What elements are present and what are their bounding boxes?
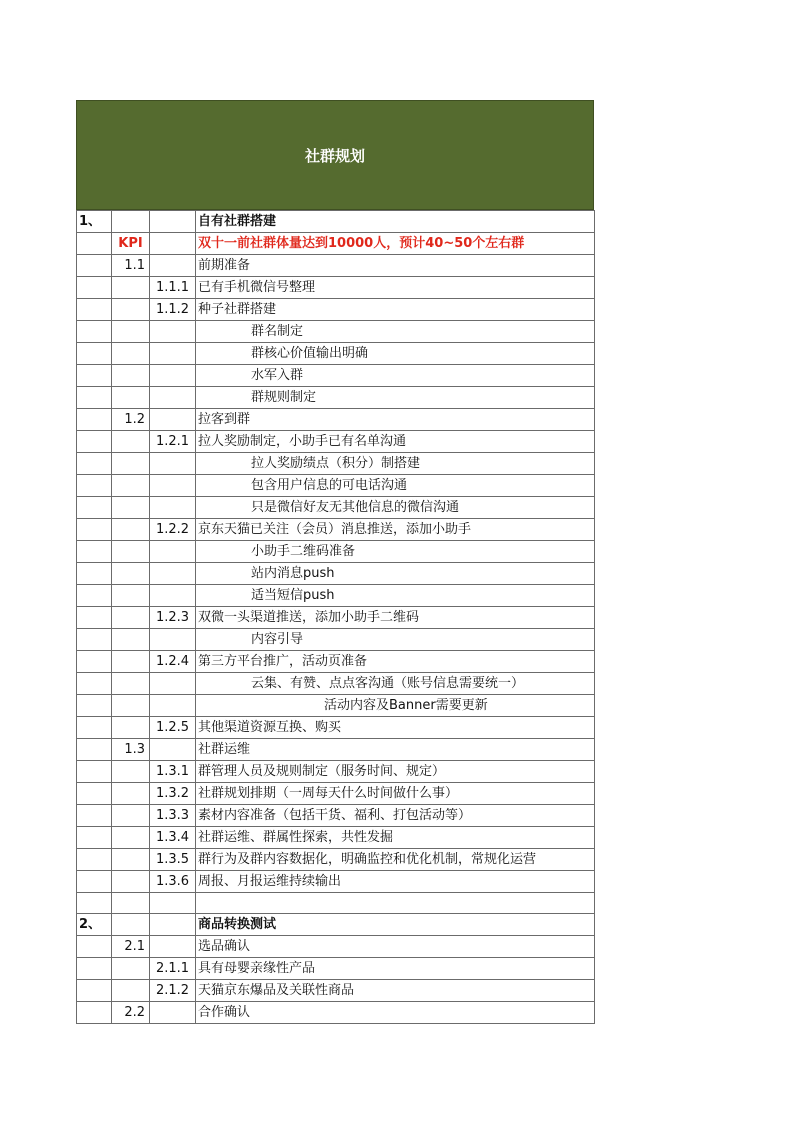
cell-c3[interactable]: 1.3.4 — [150, 827, 196, 849]
cell-c4[interactable]: 商品转换测试 — [196, 914, 595, 936]
cell-c1[interactable] — [77, 871, 112, 893]
table-row — [77, 299, 595, 321]
cell-c2[interactable] — [112, 827, 150, 849]
cell-c2[interactable] — [112, 563, 150, 585]
cell-c2[interactable] — [112, 343, 150, 365]
cell-c4[interactable]: 双十一前社群体量达到10000人，预计40~50个左右群 — [196, 233, 595, 255]
cell-c4[interactable]: 拉客到群 — [196, 409, 595, 431]
cell-c3[interactable]: 1.2.5 — [150, 717, 196, 739]
cell-c3[interactable]: 1.1.1 — [150, 277, 196, 299]
cell-c4[interactable]: 包含用户信息的可电话沟通 — [196, 475, 595, 497]
cell-c2[interactable] — [112, 761, 150, 783]
cell-c3[interactable] — [150, 563, 196, 585]
cell-c4[interactable]: 种子社群搭建 — [196, 299, 595, 321]
cell-c4[interactable]: 选品确认 — [196, 936, 595, 958]
cell-c2[interactable] — [112, 519, 150, 541]
cell-c2[interactable] — [112, 211, 150, 233]
table-row — [77, 453, 595, 475]
table-row — [77, 673, 595, 695]
cell-c3[interactable] — [150, 585, 196, 607]
cell-c1[interactable] — [77, 893, 112, 914]
table-row — [77, 585, 595, 607]
cell-c3[interactable] — [150, 211, 196, 233]
cell-c1[interactable] — [77, 321, 112, 343]
cell-c1[interactable]: 1、 — [77, 211, 112, 233]
cell-c4[interactable]: 群管理人员及规则制定（服务时间、规定） — [196, 761, 595, 783]
cell-c2[interactable] — [112, 607, 150, 629]
cell-c2[interactable] — [112, 980, 150, 1002]
cell-c3[interactable]: 1.3.1 — [150, 761, 196, 783]
cell-c3[interactable]: 2.1.2 — [150, 980, 196, 1002]
cell-c2[interactable] — [112, 871, 150, 893]
spreadsheet-plan — [76, 100, 594, 1024]
cell-c4[interactable]: 自有社群搭建 — [196, 211, 595, 233]
table-row — [77, 761, 595, 783]
cell-c2[interactable] — [112, 277, 150, 299]
table-row — [77, 211, 595, 233]
cell-c1[interactable] — [77, 849, 112, 871]
cell-c1[interactable] — [77, 475, 112, 497]
cell-c4[interactable]: 云集、有赞、点点客沟通（账号信息需要统一） — [196, 673, 595, 695]
cell-c1[interactable] — [77, 761, 112, 783]
cell-c2[interactable] — [112, 497, 150, 519]
table-row — [77, 936, 595, 958]
cell-c4[interactable]: 具有母婴亲缘性产品 — [196, 958, 595, 980]
cell-c3[interactable] — [150, 629, 196, 651]
cell-c1[interactable] — [77, 497, 112, 519]
cell-c4[interactable]: 适当短信push — [196, 585, 595, 607]
table-row — [77, 563, 595, 585]
cell-c3[interactable]: 2.1.1 — [150, 958, 196, 980]
table-row — [77, 343, 595, 365]
cell-c2[interactable] — [112, 629, 150, 651]
table-row — [77, 651, 595, 673]
table-row — [77, 497, 595, 519]
cell-c1[interactable] — [77, 299, 112, 321]
cell-c1[interactable] — [77, 409, 112, 431]
cell-c3[interactable]: 1.3.3 — [150, 805, 196, 827]
table-row — [77, 805, 595, 827]
cell-c4[interactable]: 社群运维、群属性探索，共性发掘 — [196, 827, 595, 849]
cell-c4[interactable]: 群行为及群内容数据化，明确监控和优化机制，常规化运营 — [196, 849, 595, 871]
cell-c1[interactable] — [77, 387, 112, 409]
cell-c2[interactable] — [112, 893, 150, 914]
table-row — [77, 629, 595, 651]
cell-c3[interactable] — [150, 255, 196, 277]
cell-c2[interactable]: 1.1 — [112, 255, 150, 277]
table-row — [77, 233, 595, 255]
cell-c1[interactable] — [77, 277, 112, 299]
cell-c2[interactable]: 1.2 — [112, 409, 150, 431]
cell-c4[interactable]: 群规则制定 — [196, 387, 595, 409]
cell-c4[interactable] — [196, 893, 595, 914]
cell-c2[interactable]: 2.1 — [112, 936, 150, 958]
cell-c4[interactable]: 站内消息push — [196, 563, 595, 585]
cell-c1[interactable] — [77, 827, 112, 849]
cell-c2[interactable] — [112, 958, 150, 980]
cell-c4[interactable]: 小助手二维码准备 — [196, 541, 595, 563]
cell-c1[interactable] — [77, 563, 112, 585]
cell-c4[interactable]: 已有手机微信号整理 — [196, 277, 595, 299]
table-row — [77, 739, 595, 761]
cell-c4[interactable]: 京东天猫已关注（会员）消息推送，添加小助手 — [196, 519, 595, 541]
cell-c4[interactable]: 拉人奖励制定，小助手已有名单沟通 — [196, 431, 595, 453]
table-row — [77, 849, 595, 871]
cell-c3[interactable]: 1.3.5 — [150, 849, 196, 871]
cell-c2[interactable] — [112, 585, 150, 607]
cell-c3[interactable] — [150, 475, 196, 497]
cell-c3[interactable]: 1.1.2 — [150, 299, 196, 321]
cell-c3[interactable]: 1.2.3 — [150, 607, 196, 629]
cell-c4[interactable]: 天猫京东爆品及关联性商品 — [196, 980, 595, 1002]
cell-c3[interactable]: 1.2.1 — [150, 431, 196, 453]
table-row — [77, 321, 595, 343]
cell-c3[interactable] — [150, 541, 196, 563]
cell-c1[interactable] — [77, 541, 112, 563]
cell-c4[interactable]: 只是微信好友无其他信息的微信沟通 — [196, 497, 595, 519]
cell-c4[interactable]: 合作确认 — [196, 1002, 595, 1024]
cell-c4[interactable]: 素材内容准备（包括干货、福利、打包活动等） — [196, 805, 595, 827]
cell-c1[interactable] — [77, 739, 112, 761]
cell-c4[interactable]: 拉人奖励绩点（积分）制搭建 — [196, 453, 595, 475]
cell-c2[interactable] — [112, 431, 150, 453]
cell-c2[interactable]: 1.3 — [112, 739, 150, 761]
table-row — [77, 387, 595, 409]
cell-c3[interactable]: 1.3.2 — [150, 783, 196, 805]
cell-c1[interactable] — [77, 343, 112, 365]
cell-c1[interactable] — [77, 651, 112, 673]
cell-c1[interactable] — [77, 980, 112, 1002]
cell-c4[interactable]: 群名制定 — [196, 321, 595, 343]
plan-table — [76, 210, 595, 1024]
cell-c1[interactable] — [77, 233, 112, 255]
sheet-title: 社群规划 — [76, 100, 594, 210]
cell-c3[interactable] — [150, 387, 196, 409]
cell-c1[interactable] — [77, 958, 112, 980]
cell-c3[interactable] — [150, 1002, 196, 1024]
cell-c2[interactable] — [112, 541, 150, 563]
cell-c3[interactable] — [150, 453, 196, 475]
cell-c4[interactable]: 群核心价值输出明确 — [196, 343, 595, 365]
cell-c4[interactable]: 周报、月报运维持续输出 — [196, 871, 595, 893]
cell-c3[interactable] — [150, 409, 196, 431]
cell-c3[interactable] — [150, 343, 196, 365]
cell-c2[interactable] — [112, 783, 150, 805]
cell-c2[interactable] — [112, 321, 150, 343]
table-row — [77, 827, 595, 849]
cell-c3[interactable] — [150, 233, 196, 255]
cell-c1[interactable] — [77, 519, 112, 541]
cell-c2[interactable]: 2.2 — [112, 1002, 150, 1024]
cell-c2[interactable] — [112, 914, 150, 936]
cell-c1[interactable] — [77, 1002, 112, 1024]
table-row — [77, 914, 595, 936]
table-row — [77, 431, 595, 453]
cell-c3[interactable] — [150, 936, 196, 958]
cell-c3[interactable]: 1.3.6 — [150, 871, 196, 893]
cell-c1[interactable] — [77, 936, 112, 958]
cell-c2[interactable]: KPI — [112, 233, 150, 255]
cell-c1[interactable] — [77, 365, 112, 387]
cell-c4[interactable]: 水军入群 — [196, 365, 595, 387]
cell-c2[interactable] — [112, 849, 150, 871]
cell-c1[interactable] — [77, 585, 112, 607]
cell-c2[interactable] — [112, 717, 150, 739]
table-row — [77, 277, 595, 299]
table-row — [77, 717, 595, 739]
cell-c2[interactable] — [112, 387, 150, 409]
cell-c2[interactable] — [112, 453, 150, 475]
cell-c1[interactable] — [77, 717, 112, 739]
cell-c1[interactable]: 2、 — [77, 914, 112, 936]
cell-c4[interactable]: 前期准备 — [196, 255, 595, 277]
cell-c4[interactable]: 其他渠道资源互换、购买 — [196, 717, 595, 739]
cell-c4[interactable]: 活动内容及Banner需要更新 — [196, 695, 595, 717]
cell-c3[interactable] — [150, 739, 196, 761]
cell-c3[interactable] — [150, 914, 196, 936]
table-row — [77, 783, 595, 805]
cell-c1[interactable] — [77, 431, 112, 453]
cell-c1[interactable] — [77, 695, 112, 717]
table-row — [77, 365, 595, 387]
table-row — [77, 519, 595, 541]
table-row — [77, 607, 595, 629]
cell-c3[interactable] — [150, 497, 196, 519]
cell-c1[interactable] — [77, 805, 112, 827]
cell-c2[interactable] — [112, 365, 150, 387]
cell-c4[interactable]: 双微一头渠道推送，添加小助手二维码 — [196, 607, 595, 629]
table-row — [77, 980, 595, 1002]
cell-c3[interactable] — [150, 365, 196, 387]
cell-c2[interactable] — [112, 651, 150, 673]
cell-c2[interactable] — [112, 695, 150, 717]
cell-c3[interactable] — [150, 695, 196, 717]
cell-c1[interactable] — [77, 629, 112, 651]
table-row — [77, 541, 595, 563]
table-row — [77, 1002, 595, 1024]
cell-c2[interactable] — [112, 805, 150, 827]
cell-c3[interactable] — [150, 673, 196, 695]
table-row — [77, 255, 595, 277]
table-row — [77, 409, 595, 431]
cell-c4[interactable]: 社群运维 — [196, 739, 595, 761]
cell-c2[interactable] — [112, 475, 150, 497]
cell-c2[interactable] — [112, 673, 150, 695]
cell-c4[interactable]: 社群规划排期（一周每天什么时间做什么事） — [196, 783, 595, 805]
cell-c3[interactable] — [150, 321, 196, 343]
table-row — [77, 871, 595, 893]
cell-c2[interactable] — [112, 299, 150, 321]
table-row — [77, 893, 595, 914]
table-row — [77, 958, 595, 980]
cell-c1[interactable] — [77, 673, 112, 695]
cell-c1[interactable] — [77, 453, 112, 475]
table-row — [77, 475, 595, 497]
cell-c1[interactable] — [77, 607, 112, 629]
cell-c4[interactable]: 内容引导 — [196, 629, 595, 651]
table-row — [77, 695, 595, 717]
cell-c1[interactable] — [77, 783, 112, 805]
cell-c3[interactable]: 1.2.4 — [150, 651, 196, 673]
cell-c3[interactable]: 1.2.2 — [150, 519, 196, 541]
cell-c1[interactable] — [77, 255, 112, 277]
cell-c3[interactable] — [150, 893, 196, 914]
cell-c4[interactable]: 第三方平台推广，活动页准备 — [196, 651, 595, 673]
